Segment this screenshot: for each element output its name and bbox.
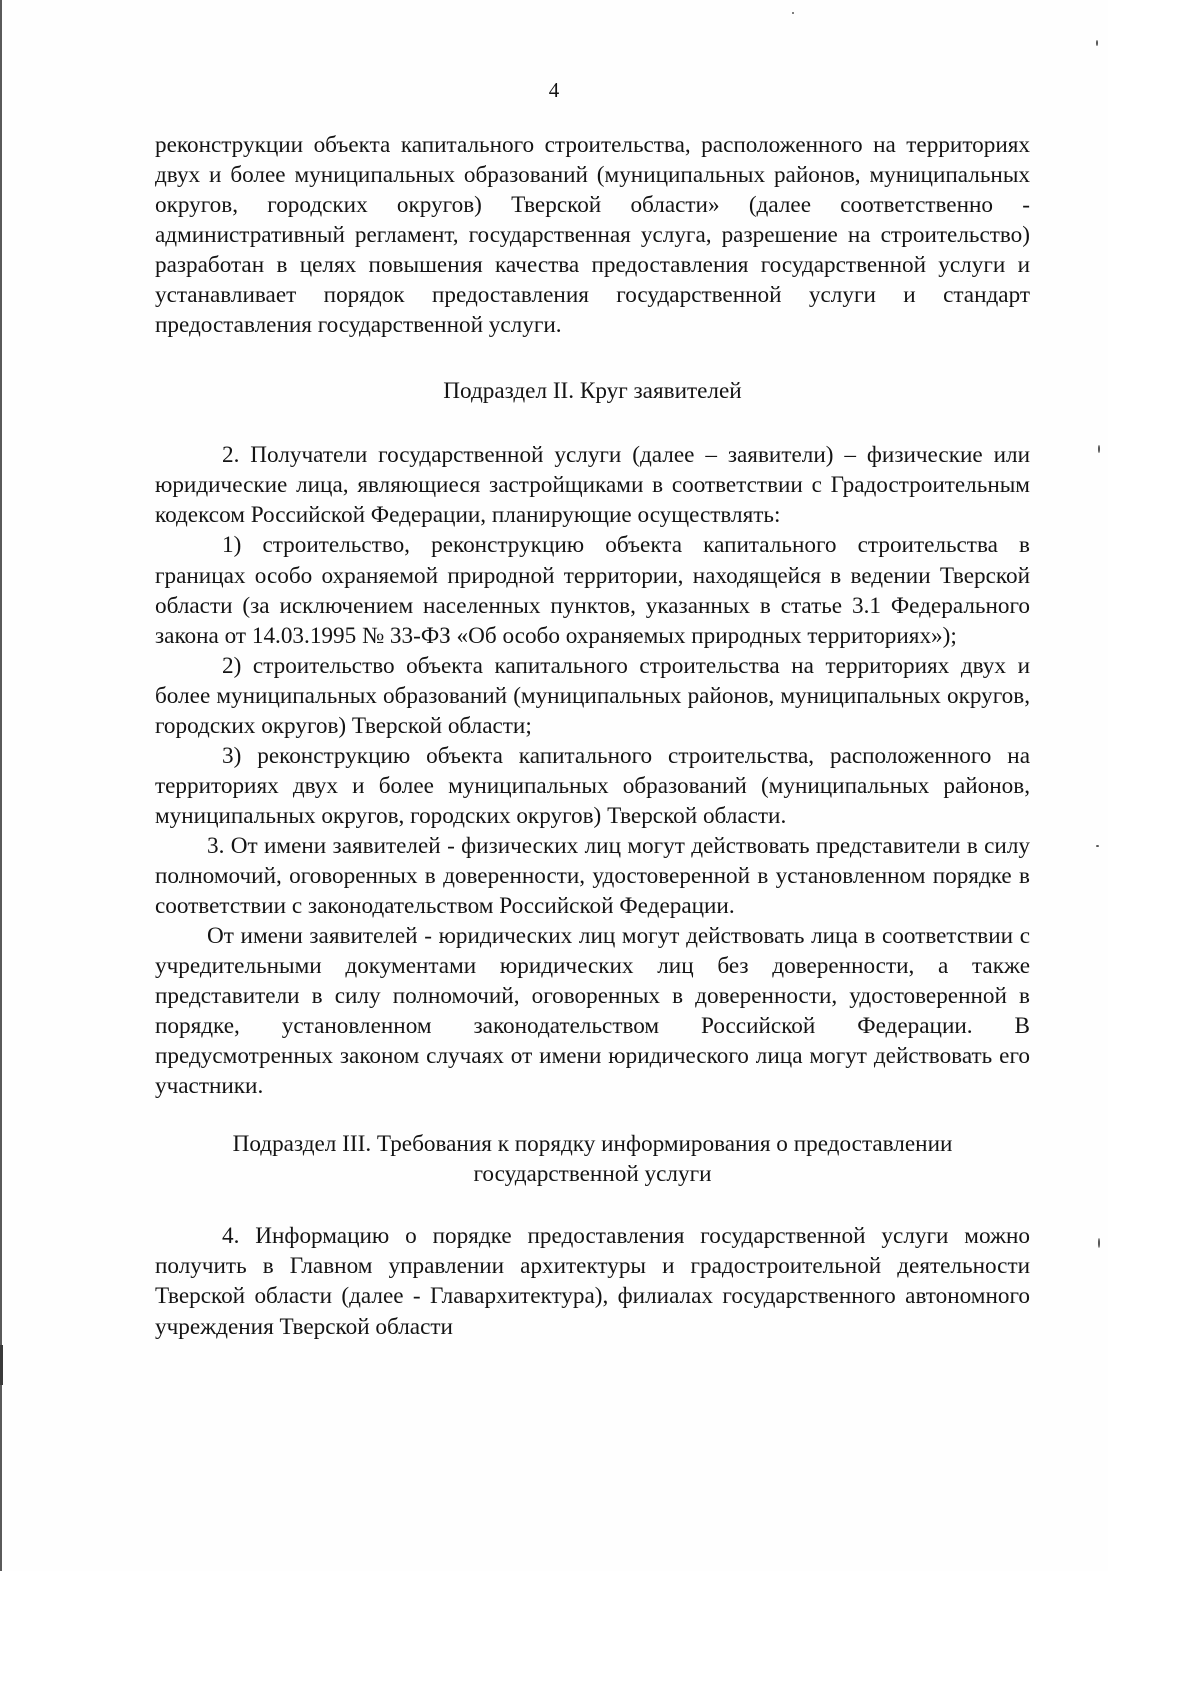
clause-4: 4. Информацию о порядке предоставления государственной услуги можно получить в Главном управлении архитектуры и градостроительной деятельности Тверской области (далее - Главархитектура), филиалах государственного автономного учреждения Тверской области [155, 1223, 1030, 1340]
clause-2-item-1: 1) строительство, реконструкцию объекта капитального строительства в границах особо охраняемой природной территории, находящейся в ведении Тверской области (за исключением населенных пунктов, указанных в статье 3.1 Федерального закона от 14.03.1995 № 33-ФЗ «Об особо охраняемых природных территориях»); [155, 532, 1030, 649]
scan-speck [1098, 445, 1100, 453]
intro-paragraph: реконструкции объекта капитального строительства, расположенного на территориях двух и более муниципальных образований (муниципальных районов, муниципальных округов, городских округов) Тверской области» (далее соответственно - административный регламент, государственная услуга, разрешение на строительство) разработан в целях повышения качества предоставления государственной услуги и устанавливает порядок предоставления государственной услуги и стандарт предоставления государственной услуги. [155, 132, 1030, 339]
scan-speck [1098, 1238, 1100, 1248]
scan-speck [1096, 845, 1099, 847]
scan-speck [792, 12, 794, 14]
document-body [155, 130, 1030, 1342]
subsection-heading-applicants: Подраздел II. Круг заявителей [443, 378, 742, 405]
scan-edge-mark [0, 1345, 3, 1385]
clause-3: 3. От имени заявителей - физических лиц могут действовать представители в силу полномочий, оговоренных в доверенности, удостоверенной в установленном порядке в соответствии с законодательством Российской Федерации. [155, 832, 1030, 920]
clause-2: 2. Получатели государственной услуги (далее – заявители) – физические или юридические лица, являющиеся застройщиками в соответствии с Градостроительным кодексом Российской Федерации, планирующие осуществлять: [155, 442, 1030, 529]
subsection-heading-informing-line2: государственной услуги [473, 1161, 712, 1188]
clause-2-item-3: 3) реконструкцию объекта капитального строительства, расположенного на территориях двух и более муниципальных образований (муниципальных районов, муниципальных округов, городских округов) Тверской области. [155, 742, 1030, 829]
clause-3-legal-entities: От имени заявителей - юридических лиц могут действовать лица в соответствии с учредительными документами юридических лиц без доверенности, а также представители в силу полномочий, оговоренных в доверенности, удостоверенной в порядке, установленном законодательством Российской Федерации. В предусмотренных законом случаях от имени юридического лица могут действовать его участники. [155, 923, 1030, 1100]
clause-2-item-2: 2) строительство объекта капитального строительства на территориях двух и более муниципальных образований (муниципальных районов, муниципальных округов, городских округов) Тверской области; [155, 652, 1030, 739]
scan-speck [1096, 40, 1098, 46]
page-number: 4 [548, 78, 560, 102]
scan-left-edge [0, 0, 2, 1571]
subsection-heading-informing-line1: Подраздел III. Требования к порядку информирования о предоставлении [232, 1131, 953, 1158]
